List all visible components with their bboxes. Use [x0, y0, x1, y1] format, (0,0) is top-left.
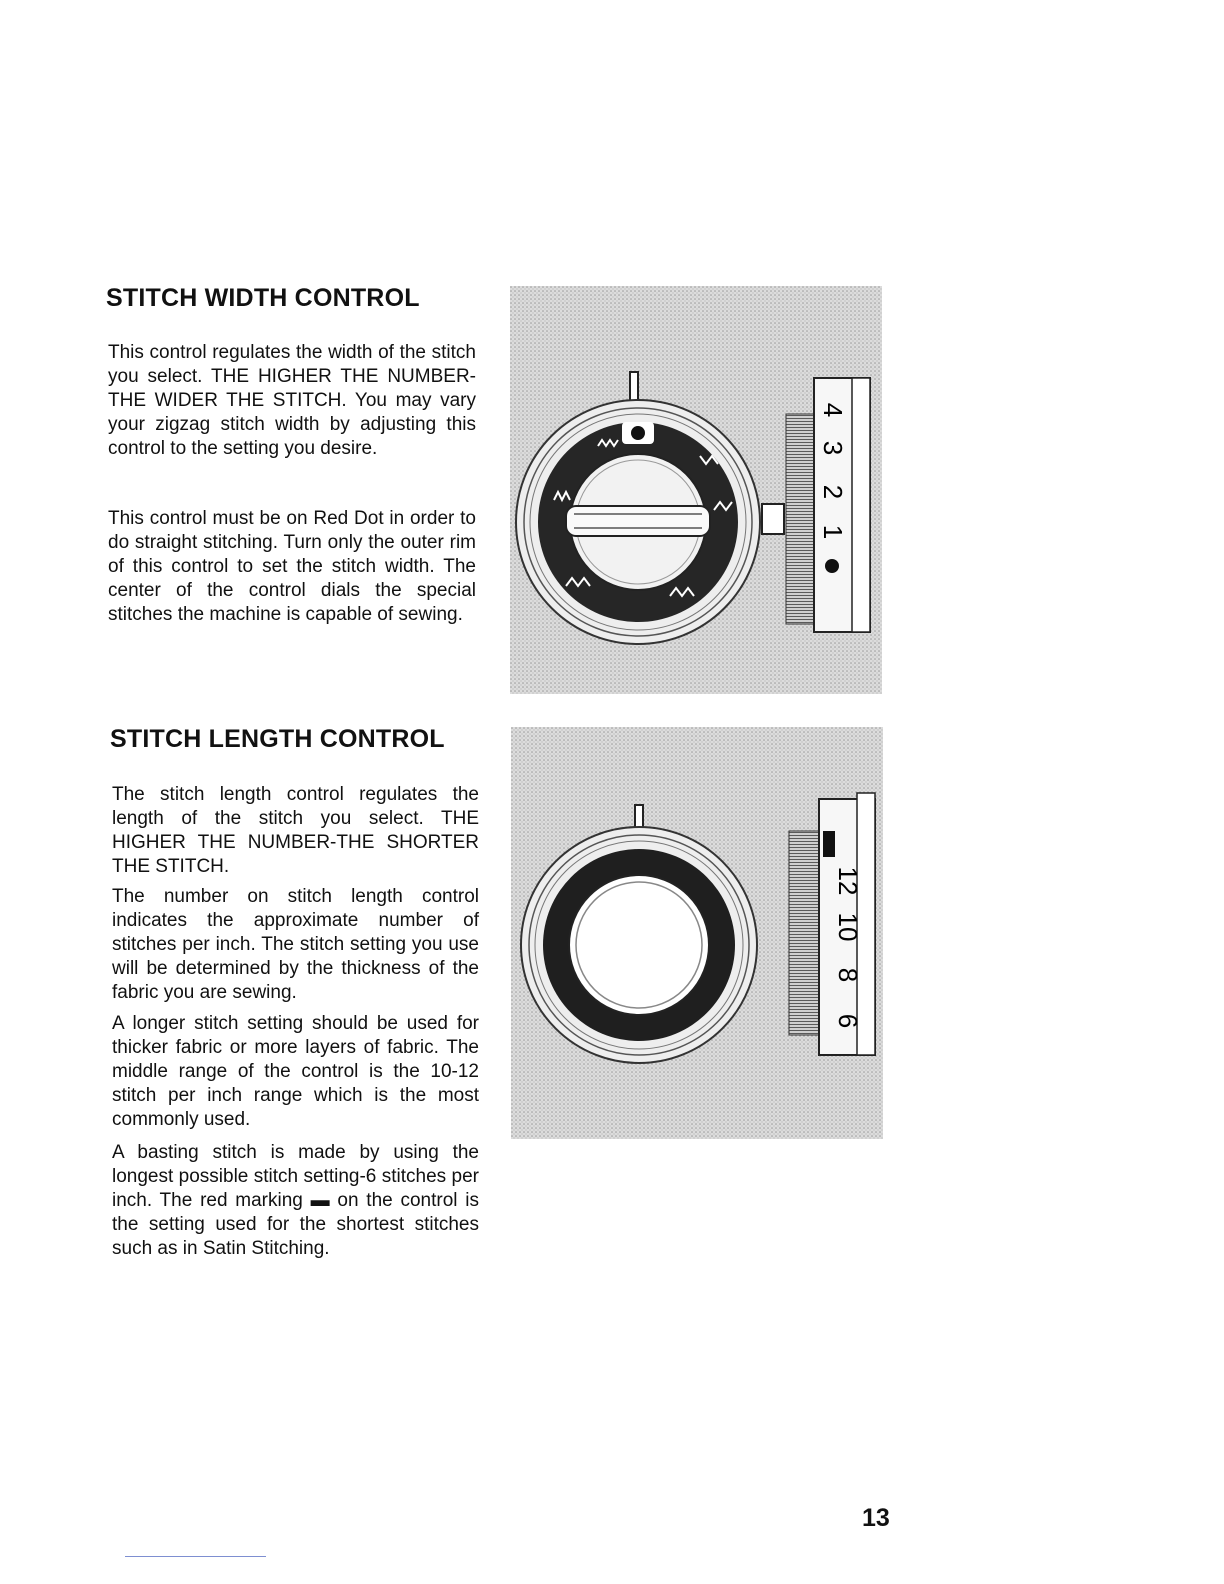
width-scale-3: 3: [818, 440, 848, 456]
stitch-length-paragraph-1: The stitch length control regulates the length of the stitch you select. THE HIGHER THE NUMBER-THE SHORTER THE STITCH.: [112, 784, 479, 877]
stitch-width-paragraph-1: This control regulates the width of the stitch you select. THE HIGHER THE NUMBER-THE WIDER THE STITCH. You may vary your zigzag stitch width by adjusting this control to the setting you desire.: [108, 342, 476, 459]
length-scale-8: 8: [833, 967, 863, 983]
stitch-length-paragraph-3: A longer stitch setting should be used for thicker fabric or more layers of fabric. The middle range of the control is the 10-12 stitch per inch range which is the most commonly used.: [112, 1013, 479, 1130]
stitch-length-paragraph-4: A basting stitch is made by using the longest possible stitch setting-6 stitches per inch. The red marking ▬ on the control is the setting used for the shortest stitches such as in Satin Stitching.: [112, 1142, 479, 1259]
stitch-width-paragraph-2: This control must be on Red Dot in order to do straight stitching. Turn only the outer rim of this control to set the stitch width. The center of the control dials the special stitches the machine is capable of sewing.: [108, 508, 476, 625]
red-marking-bar: [823, 831, 835, 857]
stitch-length-paragraph-2: The number on stitch length control indicates the approximate number of stitches per inch. The stitch setting you use will be determined by the thickness of the fabric you are sewing.: [112, 886, 479, 1003]
length-scale-10: 10: [833, 912, 863, 942]
stitch-length-heading: STITCH LENGTH CONTROL: [110, 725, 445, 753]
width-scale-2: 2: [818, 484, 848, 500]
stitch-width-dial-illustration: [510, 286, 882, 694]
footer-rule: [125, 1556, 266, 1557]
length-scale-12: 12: [833, 866, 863, 896]
red-dot-marker: [825, 559, 839, 573]
width-scale-4: 4: [818, 402, 848, 418]
width-scale-1: 1: [818, 524, 848, 540]
stitch-width-heading: STITCH WIDTH CONTROL: [106, 284, 420, 312]
stitch-length-dial-illustration: [511, 727, 883, 1139]
length-scale-6: 6: [833, 1013, 863, 1029]
page-number: 13: [862, 1504, 890, 1532]
